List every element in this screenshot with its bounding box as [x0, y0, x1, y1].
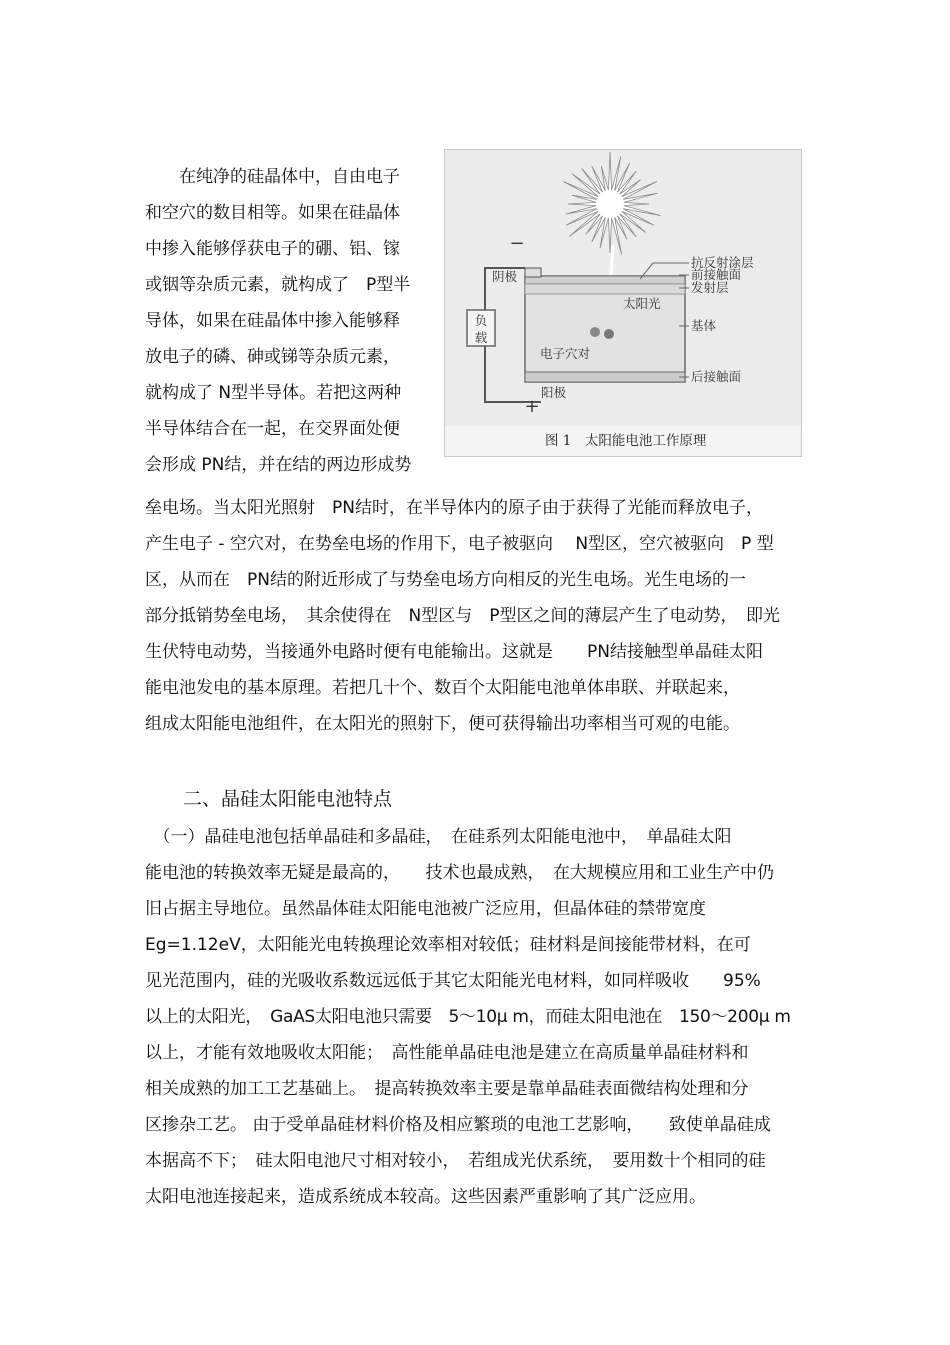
text-line: （一）晶硅电池包括单晶硅和多晶硅， 在硅系列太阳能电池中， 单晶硅太阳: [145, 827, 732, 847]
cathode-label: 阴极: [492, 269, 518, 284]
antireflect-label: 抗反射涂层: [691, 255, 754, 270]
text-line: 半导体结合在一起，在交界面处便: [145, 419, 400, 439]
text-line: 在纯净的硅晶体中，自由电子: [145, 167, 400, 187]
load-label-2: 载: [474, 330, 488, 345]
text-line: 区掺杂工艺。 由于受单晶硅材料价格及相应繁琐的电池工艺影响， 致使单晶硅成: [145, 1115, 771, 1135]
cell-body: [525, 268, 685, 382]
text-line: 以上，才能有效地吸收太阳能； 高性能单晶硅电池是建立在高质量单晶硅材料和: [145, 1043, 749, 1063]
figure-caption: 图 1 太阳能电池工作原理: [545, 433, 707, 449]
text-line: 产生电子 - 空穴对，在势垒电场的作用下，电子被驱向 N型区，空穴被驱向 P 型: [145, 534, 774, 554]
text-line: 会形成 PN结，并在结的两边形成势: [145, 455, 412, 475]
anode-label: 阳极: [541, 385, 567, 400]
plus-sign: +: [524, 396, 540, 417]
load-label-1: 负: [474, 313, 488, 328]
text-line: 和空穴的数目相等。如果在硅晶体: [145, 203, 400, 223]
text-line: 区，从而在 PN结的附近形成了与势垒电场方向相反的光生电场。光生电场的一: [145, 570, 746, 590]
text-line: 相关成熟的加工工艺基础上。 提高转换效率主要是靠单晶硅表面微结构处理和分: [145, 1079, 749, 1099]
sun-icon: [563, 152, 661, 255]
text-line: 中掺入能够俘获电子的硼、铝、镓: [145, 239, 400, 259]
cathode-terminal: [525, 268, 541, 277]
back-contact-label: 后接触面: [691, 369, 742, 384]
text-line: 能电池发电的基本原理。若把几十个、数百个太阳能电池单体串联、并联起来，: [145, 678, 740, 698]
text-line: 垒电场。当太阳光照射 PN结时，在半导体内的原子由于获得了光能而释放电子，: [145, 498, 763, 518]
solar-cell-figure: [444, 149, 802, 457]
solar-cell-diagram: [445, 150, 801, 456]
text-line: 本据高不下； 硅太阳电池尺寸相对较小， 若组成光伏系统， 要用数十个相同的硅: [145, 1151, 766, 1171]
text-line: 见光范围内，硅的光吸收系数远远低于其它太阳能光电材料，如同样吸收 95%: [145, 971, 761, 991]
section-heading: 二、晶硅太阳能电池特点: [145, 788, 393, 810]
electron-hole-label: 电子穴对: [540, 346, 591, 361]
text-line: 太阳电池连接起来，造成系统成本较高。这些因素严重影响了其广泛应用。: [145, 1187, 706, 1207]
text-line: 导体，如果在硅晶体中掺入能够释: [145, 311, 400, 331]
text-line: 旧占据主导地位。虽然晶体硅太阳能电池被广泛应用，但晶体硅的禁带宽度: [145, 899, 706, 919]
text-line: 部分抵销势垒电场， 其余使得在 N型区与 P型区之间的薄层产生了电动势， 即光: [145, 606, 780, 626]
text-line: 放电子的磷、砷或锑等杂质元素，: [145, 347, 400, 367]
text-line: 组成太阳能电池组件，在太阳光的照射下，便可获得输出功率相当可观的电能。: [145, 714, 740, 734]
text-line: 生伏特电动势，当接通外电路时便有电能输出。这就是 PN结接触型单晶硅太阳: [145, 642, 763, 662]
base-label: 基体: [691, 318, 717, 333]
text-line: 以上的太阳光， GaAS太阳电池只需要 5～10μ m，而硅太阳电池在 150～200μ m: [145, 1007, 791, 1027]
text-line: 能电池的转换效率无疑是最高的， 技术也最成熟， 在大规模应用和工业生产中仍: [145, 863, 774, 883]
text-line: Eg=1.12eV，太阳能光电转换理论效率相对较低；硅材料是间接能带材料，在可: [145, 935, 751, 955]
text-line: 或铟等杂质元素，就构成了 P型半: [145, 275, 411, 295]
emitter-label: 发射层: [691, 280, 729, 295]
sunlight-label: 太阳光: [623, 296, 661, 311]
minus-sign: −: [509, 233, 525, 254]
text-line: 就构成了 N型半导体。若把这两种: [145, 383, 402, 403]
front-contact-label: 前接触面: [691, 267, 742, 282]
